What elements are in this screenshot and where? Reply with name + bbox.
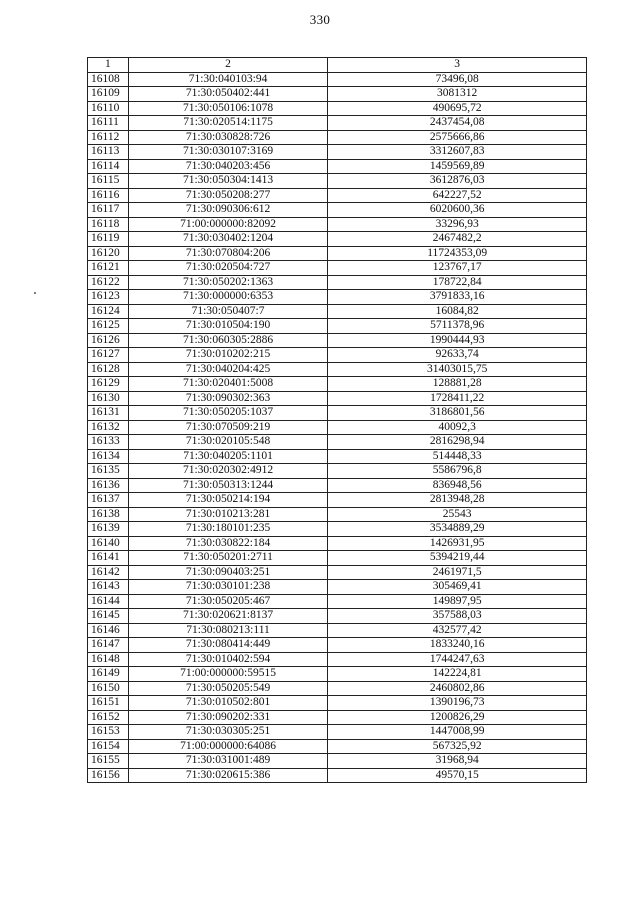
- table-row: [88, 565, 587, 580]
- table-row: [88, 72, 587, 87]
- cadastral-number-cell: 71:30:070509:219: [128, 420, 328, 435]
- row-number-cell: 16147: [88, 638, 129, 653]
- table-row: [88, 319, 587, 334]
- value-cell: 514448,33: [328, 449, 587, 464]
- row-number-cell: 16125: [88, 319, 129, 334]
- cadastral-number-cell: 71:30:010504:190: [128, 319, 328, 334]
- row-number-cell: 16133: [88, 435, 129, 450]
- value-cell: 3791833,16: [328, 290, 587, 305]
- cadastral-number-cell: 71:30:000000:6353: [128, 290, 328, 305]
- row-number-cell: 16124: [88, 304, 129, 319]
- table-row: [88, 696, 587, 711]
- cadastral-number-cell: 71:30:010402:594: [128, 652, 328, 667]
- cadastral-number-cell: 71:30:040204:425: [128, 362, 328, 377]
- row-number-cell: 16134: [88, 449, 129, 464]
- value-cell: 11724353,09: [328, 246, 587, 261]
- table-row: [88, 261, 587, 276]
- page-number: 330: [309, 12, 331, 27]
- value-cell: 3312607,83: [328, 145, 587, 160]
- row-number-cell: 16131: [88, 406, 129, 421]
- value-cell: 2813948,28: [328, 493, 587, 508]
- row-number-cell: 16126: [88, 333, 129, 348]
- row-number-cell: 16137: [88, 493, 129, 508]
- value-cell: 128881,28: [328, 377, 587, 392]
- cadastral-number-cell: 71:30:030822:184: [128, 536, 328, 551]
- row-number-cell: 16153: [88, 725, 129, 740]
- row-number-cell: 16139: [88, 522, 129, 537]
- value-cell: 6020600,36: [328, 203, 587, 218]
- row-number-cell: 16152: [88, 710, 129, 725]
- table-header-row: [88, 58, 587, 73]
- row-number-cell: 16155: [88, 754, 129, 769]
- table-row: [88, 768, 587, 783]
- table-row: [88, 536, 587, 551]
- value-cell: 1990444,93: [328, 333, 587, 348]
- value-cell: 25543: [328, 507, 587, 522]
- value-cell: 1200826,29: [328, 710, 587, 725]
- value-cell: 1426931,95: [328, 536, 587, 551]
- table-row: [88, 507, 587, 522]
- table-row: [88, 348, 587, 363]
- cadastral-number-cell: 71:30:050402:441: [128, 87, 328, 102]
- row-number-cell: 16115: [88, 174, 129, 189]
- table-row: [88, 522, 587, 537]
- table-row: [88, 449, 587, 464]
- value-cell: 2437454,08: [328, 116, 587, 131]
- cadastral-number-cell: 71:30:090202:331: [128, 710, 328, 725]
- row-number-cell: 16130: [88, 391, 129, 406]
- cadastral-number-cell: 71:00:000000:82092: [128, 217, 328, 232]
- value-cell: 5394219,44: [328, 551, 587, 566]
- value-cell: 1833240,16: [328, 638, 587, 653]
- table-row: [88, 362, 587, 377]
- row-number-cell: 16151: [88, 696, 129, 711]
- cadastral-number-cell: 71:30:180101:235: [128, 522, 328, 537]
- cadastral-number-cell: 71:30:030402:1204: [128, 232, 328, 247]
- value-cell: 357588,03: [328, 609, 587, 624]
- row-number-cell: 16123: [88, 290, 129, 305]
- table-row: [88, 159, 587, 174]
- row-number-cell: 16145: [88, 609, 129, 624]
- value-cell: 2467482,2: [328, 232, 587, 247]
- table-row: [88, 174, 587, 189]
- cadastral-number-cell: 71:30:050205:467: [128, 594, 328, 609]
- table-row: [88, 594, 587, 609]
- row-number-cell: 16128: [88, 362, 129, 377]
- cadastral-number-cell: 71:30:050407:7: [128, 304, 328, 319]
- cadastral-number-cell: 71:30:050313:1244: [128, 478, 328, 493]
- row-number-cell: 16121: [88, 261, 129, 276]
- cadastral-number-cell: 71:30:040103:94: [128, 72, 328, 87]
- value-cell: 490695,72: [328, 101, 587, 116]
- cadastral-number-cell: 71:00:000000:64086: [128, 739, 328, 754]
- value-cell: 1390196,73: [328, 696, 587, 711]
- row-number-cell: 16144: [88, 594, 129, 609]
- table-row: [88, 217, 587, 232]
- table-row: [88, 754, 587, 769]
- value-cell: 16084,82: [328, 304, 587, 319]
- table-row: [88, 464, 587, 479]
- value-cell: 92633,74: [328, 348, 587, 363]
- row-number-cell: 16109: [88, 87, 129, 102]
- column-header-1: 1: [88, 58, 129, 73]
- cadastral-number-cell: 71:30:030107:3169: [128, 145, 328, 160]
- value-cell: 149897,95: [328, 594, 587, 609]
- value-cell: 33296,93: [328, 217, 587, 232]
- row-number-cell: 16154: [88, 739, 129, 754]
- row-number-cell: 16148: [88, 652, 129, 667]
- table-row: [88, 116, 587, 131]
- row-number-cell: 16146: [88, 623, 129, 638]
- table-row: [88, 580, 587, 595]
- value-cell: 5711378,96: [328, 319, 587, 334]
- table-row: [88, 333, 587, 348]
- value-cell: 73496,08: [328, 72, 587, 87]
- value-cell: 305469,41: [328, 580, 587, 595]
- row-number-cell: 16127: [88, 348, 129, 363]
- row-number-cell: 16119: [88, 232, 129, 247]
- column-header-3: 3: [328, 58, 587, 73]
- value-cell: 2816298,94: [328, 435, 587, 450]
- cadastral-number-cell: 71:30:050304:1413: [128, 174, 328, 189]
- table-row: [88, 667, 587, 682]
- row-number-cell: 16113: [88, 145, 129, 160]
- table-row: [88, 87, 587, 102]
- cadastral-number-cell: 71:30:040203:456: [128, 159, 328, 174]
- row-number-cell: 16114: [88, 159, 129, 174]
- cadastral-number-cell: 71:30:010502:801: [128, 696, 328, 711]
- cadastral-number-cell: 71:30:020504:727: [128, 261, 328, 276]
- cadastral-number-cell: 71:30:050205:549: [128, 681, 328, 696]
- value-cell: 3534889,29: [328, 522, 587, 537]
- table-row: [88, 609, 587, 624]
- table-body: [88, 72, 587, 783]
- cadastral-number-cell: 71:30:080414:449: [128, 638, 328, 653]
- cadastral-number-cell: 71:30:090306:612: [128, 203, 328, 218]
- row-number-cell: 16132: [88, 420, 129, 435]
- value-cell: 1728411,22: [328, 391, 587, 406]
- row-number-cell: 16143: [88, 580, 129, 595]
- cadastral-number-cell: 71:30:040205:1101: [128, 449, 328, 464]
- table-row: [88, 478, 587, 493]
- table-row: [88, 739, 587, 754]
- cadastral-number-cell: 71:30:050201:2711: [128, 551, 328, 566]
- value-cell: 178722,84: [328, 275, 587, 290]
- row-number-cell: 16150: [88, 681, 129, 696]
- value-cell: 432577,42: [328, 623, 587, 638]
- cadastral-number-cell: 71:30:060305:2886: [128, 333, 328, 348]
- row-number-cell: 16112: [88, 130, 129, 145]
- table-row: [88, 145, 587, 160]
- cadastral-number-cell: 71:30:020615:386: [128, 768, 328, 783]
- cadastral-number-cell: 71:30:020514:1175: [128, 116, 328, 131]
- table-row: [88, 638, 587, 653]
- data-table: [87, 57, 587, 783]
- table-row: [88, 681, 587, 696]
- row-number-cell: 16117: [88, 203, 129, 218]
- row-number-cell: 16120: [88, 246, 129, 261]
- value-cell: 642227,52: [328, 188, 587, 203]
- row-number-cell: 16149: [88, 667, 129, 682]
- row-number-cell: 16111: [88, 116, 129, 131]
- cadastral-number-cell: 71:30:090302:363: [128, 391, 328, 406]
- table-row: [88, 652, 587, 667]
- cadastral-number-cell: 71:30:020621:8137: [128, 609, 328, 624]
- value-cell: 31968,94: [328, 754, 587, 769]
- value-cell: 49570,15: [328, 768, 587, 783]
- cadastral-number-cell: 71:30:050205:1037: [128, 406, 328, 421]
- row-number-cell: 16108: [88, 72, 129, 87]
- table-row: [88, 725, 587, 740]
- cadastral-number-cell: 71:30:050208:277: [128, 188, 328, 203]
- cadastral-number-cell: 71:30:090403:251: [128, 565, 328, 580]
- cadastral-number-cell: 71:30:031001:489: [128, 754, 328, 769]
- table-row: [88, 101, 587, 116]
- row-number-cell: 16141: [88, 551, 129, 566]
- value-cell: 1459569,89: [328, 159, 587, 174]
- value-cell: 5586796,8: [328, 464, 587, 479]
- cadastral-number-cell: 71:00:000000:59515: [128, 667, 328, 682]
- table-row: [88, 130, 587, 145]
- value-cell: 3081312: [328, 87, 587, 102]
- cadastral-number-cell: 71:30:050106:1078: [128, 101, 328, 116]
- margin-mark: [34, 292, 36, 294]
- value-cell: 1447008,99: [328, 725, 587, 740]
- row-number-cell: 16110: [88, 101, 129, 116]
- row-number-cell: 16136: [88, 478, 129, 493]
- row-number-cell: 16118: [88, 217, 129, 232]
- table-row: [88, 435, 587, 450]
- value-cell: 836948,56: [328, 478, 587, 493]
- cadastral-number-cell: 71:30:020302:4912: [128, 464, 328, 479]
- row-number-cell: 16122: [88, 275, 129, 290]
- row-number-cell: 16135: [88, 464, 129, 479]
- value-cell: 1744247,63: [328, 652, 587, 667]
- table-row: [88, 710, 587, 725]
- cadastral-number-cell: 71:30:020401:5008: [128, 377, 328, 392]
- table-row: [88, 246, 587, 261]
- row-number-cell: 16156: [88, 768, 129, 783]
- value-cell: 2461971,5: [328, 565, 587, 580]
- table-row: [88, 377, 587, 392]
- value-cell: 40092,3: [328, 420, 587, 435]
- value-cell: 2460802,86: [328, 681, 587, 696]
- table-row: [88, 391, 587, 406]
- table-row: [88, 232, 587, 247]
- value-cell: 3612876,03: [328, 174, 587, 189]
- table-row: [88, 188, 587, 203]
- table-row: [88, 493, 587, 508]
- table-row: [88, 304, 587, 319]
- value-cell: 123767,17: [328, 261, 587, 276]
- value-cell: 2575666,86: [328, 130, 587, 145]
- row-number-cell: 16140: [88, 536, 129, 551]
- column-header-2: 2: [128, 58, 328, 73]
- cadastral-number-cell: 71:30:010202:215: [128, 348, 328, 363]
- table-row: [88, 275, 587, 290]
- cadastral-number-cell: 71:30:080213:111: [128, 623, 328, 638]
- row-number-cell: 16129: [88, 377, 129, 392]
- value-cell: 142224,81: [328, 667, 587, 682]
- value-cell: 31403015,75: [328, 362, 587, 377]
- table-row: [88, 406, 587, 421]
- cadastral-number-cell: 71:30:030305:251: [128, 725, 328, 740]
- row-number-cell: 16142: [88, 565, 129, 580]
- cadastral-number-cell: 71:30:050214:194: [128, 493, 328, 508]
- value-cell: 3186801,56: [328, 406, 587, 421]
- cadastral-number-cell: 71:30:050202:1363: [128, 275, 328, 290]
- table-row: [88, 551, 587, 566]
- table-row: [88, 290, 587, 305]
- row-number-cell: 16138: [88, 507, 129, 522]
- table-row: [88, 203, 587, 218]
- table-row: [88, 623, 587, 638]
- table-row: [88, 420, 587, 435]
- cadastral-number-cell: 71:30:030101:238: [128, 580, 328, 595]
- cadastral-number-cell: 71:30:070804:206: [128, 246, 328, 261]
- row-number-cell: 16116: [88, 188, 129, 203]
- cadastral-number-cell: 71:30:010213:281: [128, 507, 328, 522]
- cadastral-number-cell: 71:30:030828:726: [128, 130, 328, 145]
- value-cell: 567325,92: [328, 739, 587, 754]
- cadastral-number-cell: 71:30:020105:548: [128, 435, 328, 450]
